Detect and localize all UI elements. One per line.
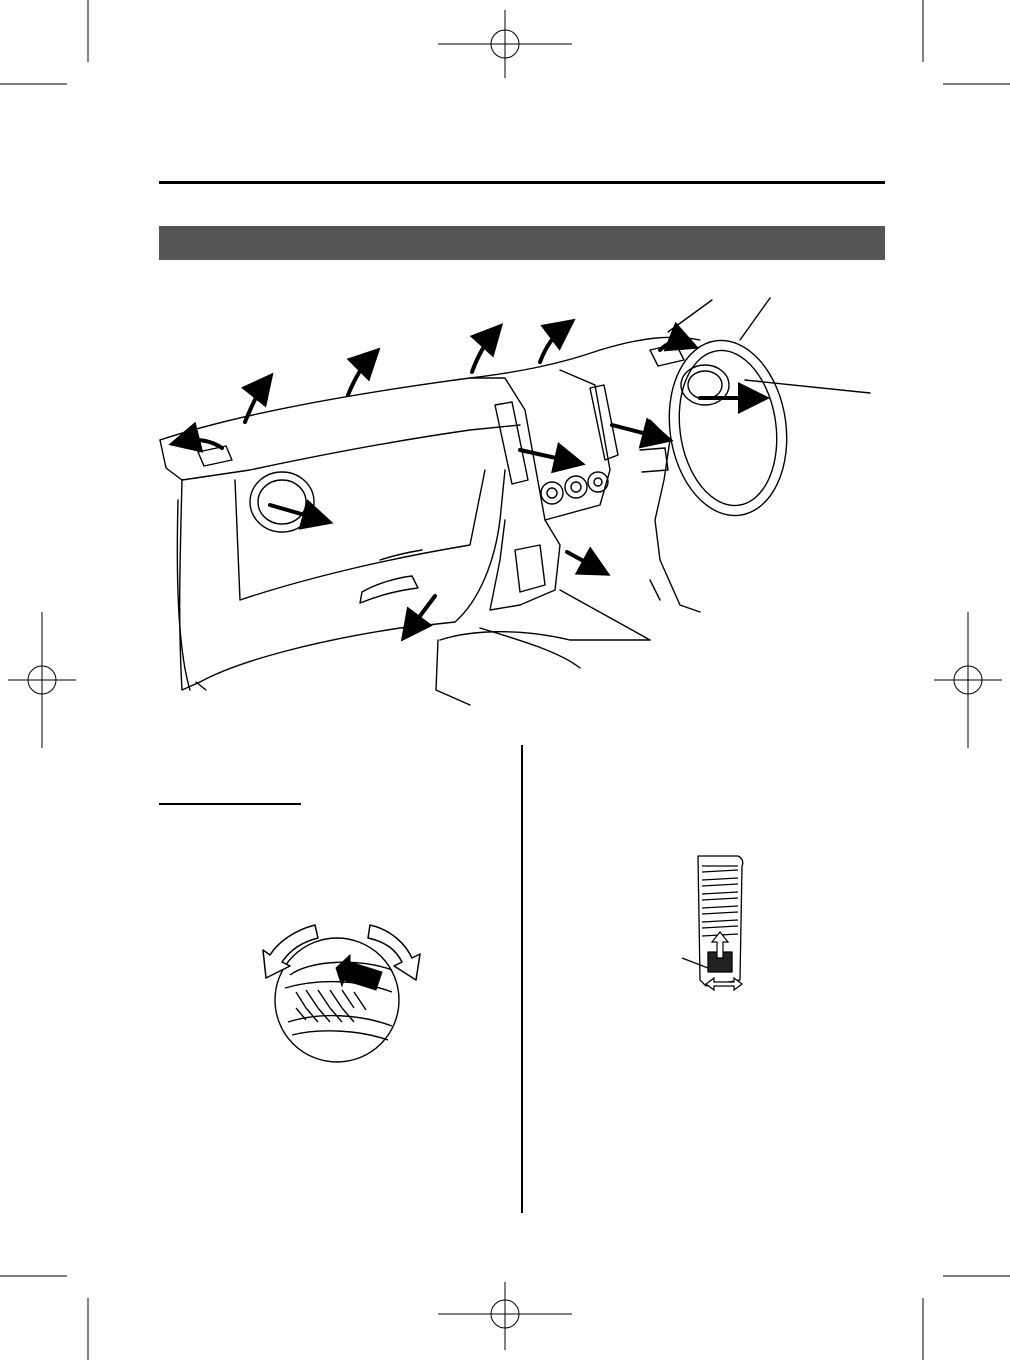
side-vent-leader-line — [682, 958, 708, 968]
side-vent-louvers — [702, 866, 738, 936]
side-vent-left-right-arrow — [706, 978, 742, 990]
